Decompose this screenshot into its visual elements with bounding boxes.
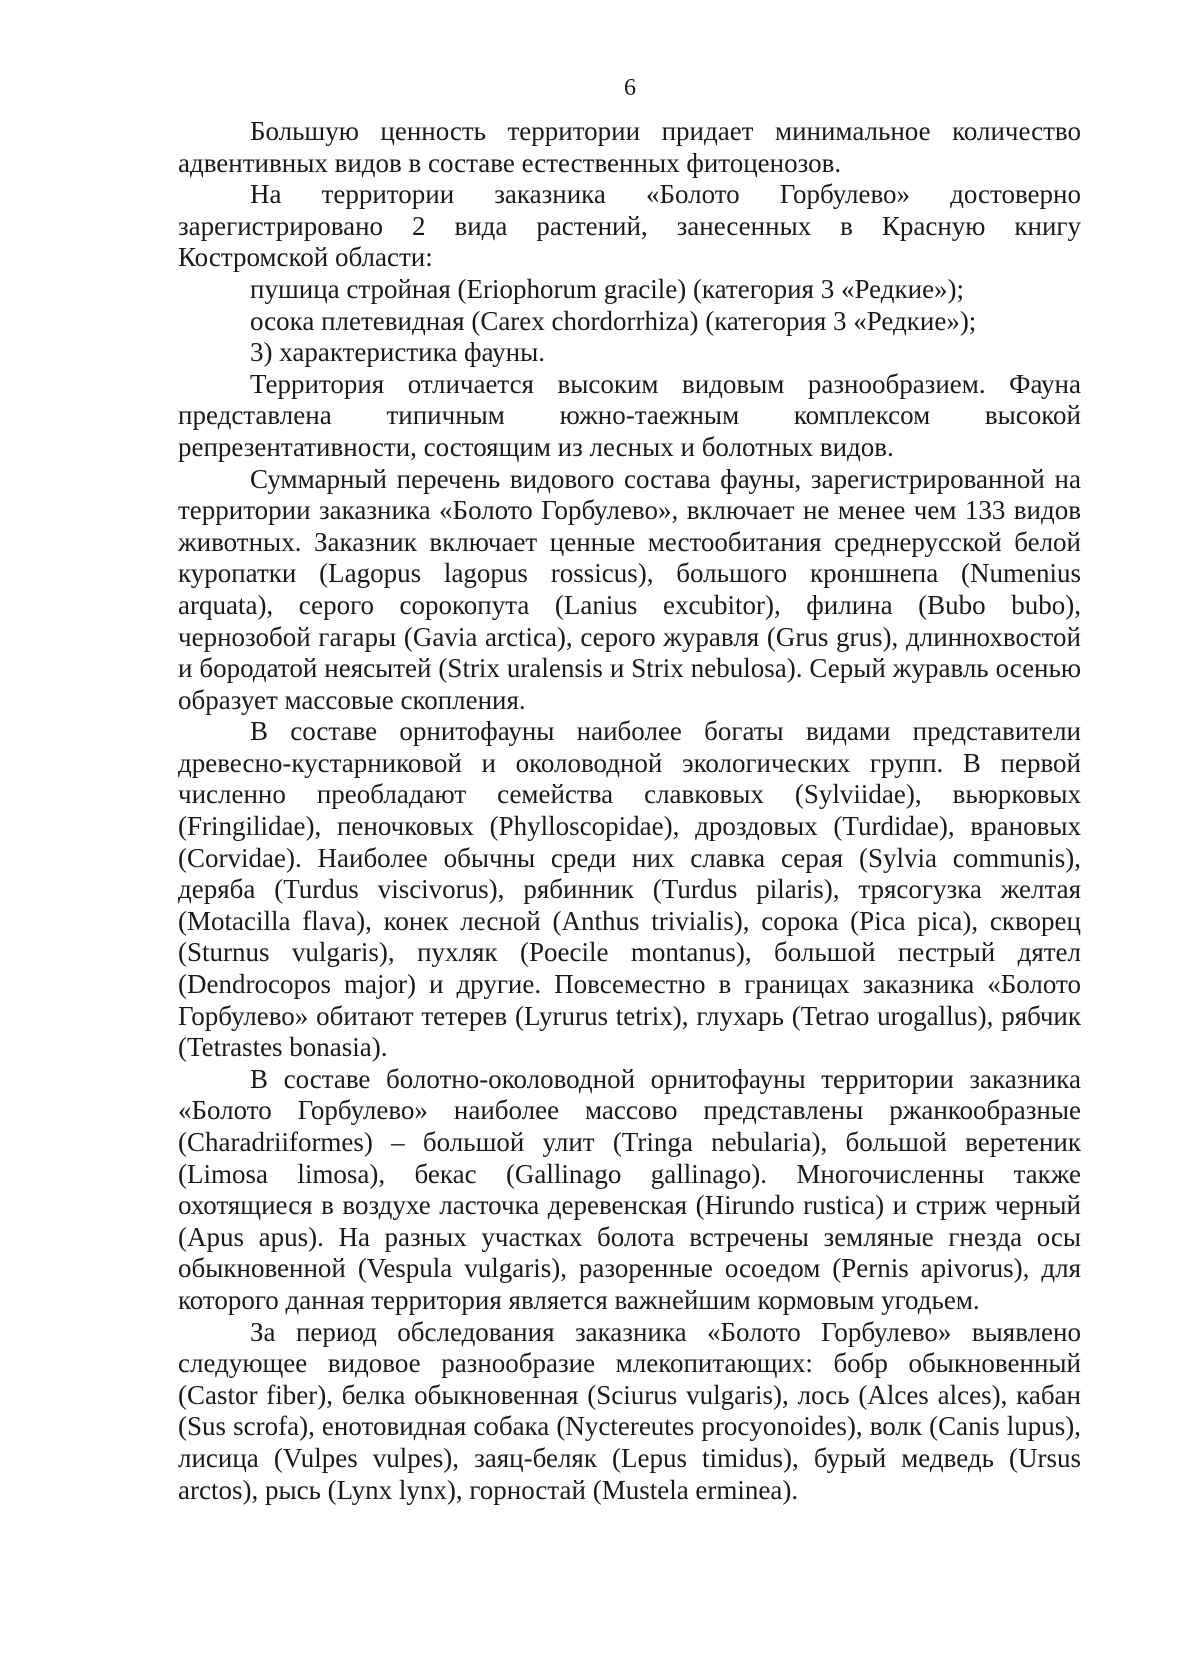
list-item-eriophorum: пушица стройная (Eriophorum gracile) (категория 3 «Редкие»);	[250, 273, 965, 304]
paragraph-adventive-species: Большую ценность территории придает минимальное количество адвентивных видов в составе естественных фитоценозов.	[178, 116, 1081, 178]
section-heading-fauna: 3) характеристика фауны.	[250, 337, 545, 368]
page-number: 6	[624, 75, 636, 101]
document-body	[178, 116, 1081, 1506]
paragraph-fauna-list: Суммарный перечень видового состава фауны, зарегистрированной на территории заказника «Болото Горбулево», включает не менее чем 133 видов животных. Заказник включает ценные местообитания среднерусской белой куропатки (Lagopus lagopus rossicus), большого кроншнепа (Numenius arquata), серого сорокопута (Lanius excubitor), филина (Bubo bubo), чернозобой гагары (Gavia arctica), серого журавля (Grus grus), длиннохвостой и бородатой неясытей (Strix uralensis и Strix nebulosa). Серый журавль осенью образует массовые скопления.	[178, 463, 1081, 715]
paragraph-fauna-diversity: Территория отличается высоким видовым разнообразием. Фауна представлена типичным южно-таежным комплексом высокой репрезентативности, состоящим из лесных и болотных видов.	[178, 368, 1081, 462]
list-item-carex: осока плетевидная (Carex chordorrhiza) (категория 3 «Редкие»);	[250, 305, 977, 336]
paragraph-red-book-plants: На территории заказника «Болото Горбулево» достоверно зарегистрировано 2 вида растений, занесенных в Красную книгу Костромской области:	[178, 179, 1081, 273]
paragraph-ornithofauna-forest: В составе орнитофауны наиболее богаты видами представители древесно-кустарниковой и околоводной экологических групп. В первой численно преобладают семейства славковых (Sylviidae), вьюрковых (Fringilidae), пеночковых (Phylloscopidae), дроздовых (Turdidae), врановых (Corvidae). Наиболее обычны среди них славка серая (Sylvia communis), деряба (Turdus viscivorus), рябинник (Turdus pilaris), трясогузка желтая (Motacilla flava), конек лесной (Anthus trivialis), сорока (Pica pica), скворец (Sturnus vulgaris), пухляк (Poecile montanus), большой пестрый дятел (Dendrocopos major) и другие. Повсеместно в границах заказника «Болото Горбулево» обитают тетерев (Lyrurus tetrix), глухарь (Tetrao urogallus), рябчик (Tetrastes bonasia).	[178, 716, 1081, 1063]
paragraph-ornithofauna-wetland: В составе болотно-околоводной орнитофауны территории заказника «Болото Горбулево» наиболее массово представлены ржанкообразные (Charadriiformes) – большой улит (Tringa nebularia), большой веретеник (Limosa limosa), бекас (Gallinago gallinago). Многочисленны также охотящиеся в воздухе ласточка деревенская (Hirundo rustica) и стриж черный (Apus apus). На разных участках болота встречены земляные гнезда осы обыкновенной (Vespula vulgaris), разоренные осоедом (Pernis apivorus), для которого данная территория является важнейшим кормовым угодьем.	[178, 1063, 1081, 1315]
paragraph-mammals: За период обследования заказника «Болото Горбулево» выявлено следующее видовое разнообразие млекопитающих: бобр обыкновенный (Castor fiber), белка обыкновенная (Sciurus vulgaris), лось (Alces alces), кабан (Sus scrofa), енотовидная собака (Nyctereutes procyonoides), волк (Canis lupus), лисица (Vulpes vulpes), заяц-беляк (Lepus timidus), бурый медведь (Ursus arctos), рысь (Lynx lynx), горностай (Mustela erminea).	[178, 1316, 1081, 1505]
